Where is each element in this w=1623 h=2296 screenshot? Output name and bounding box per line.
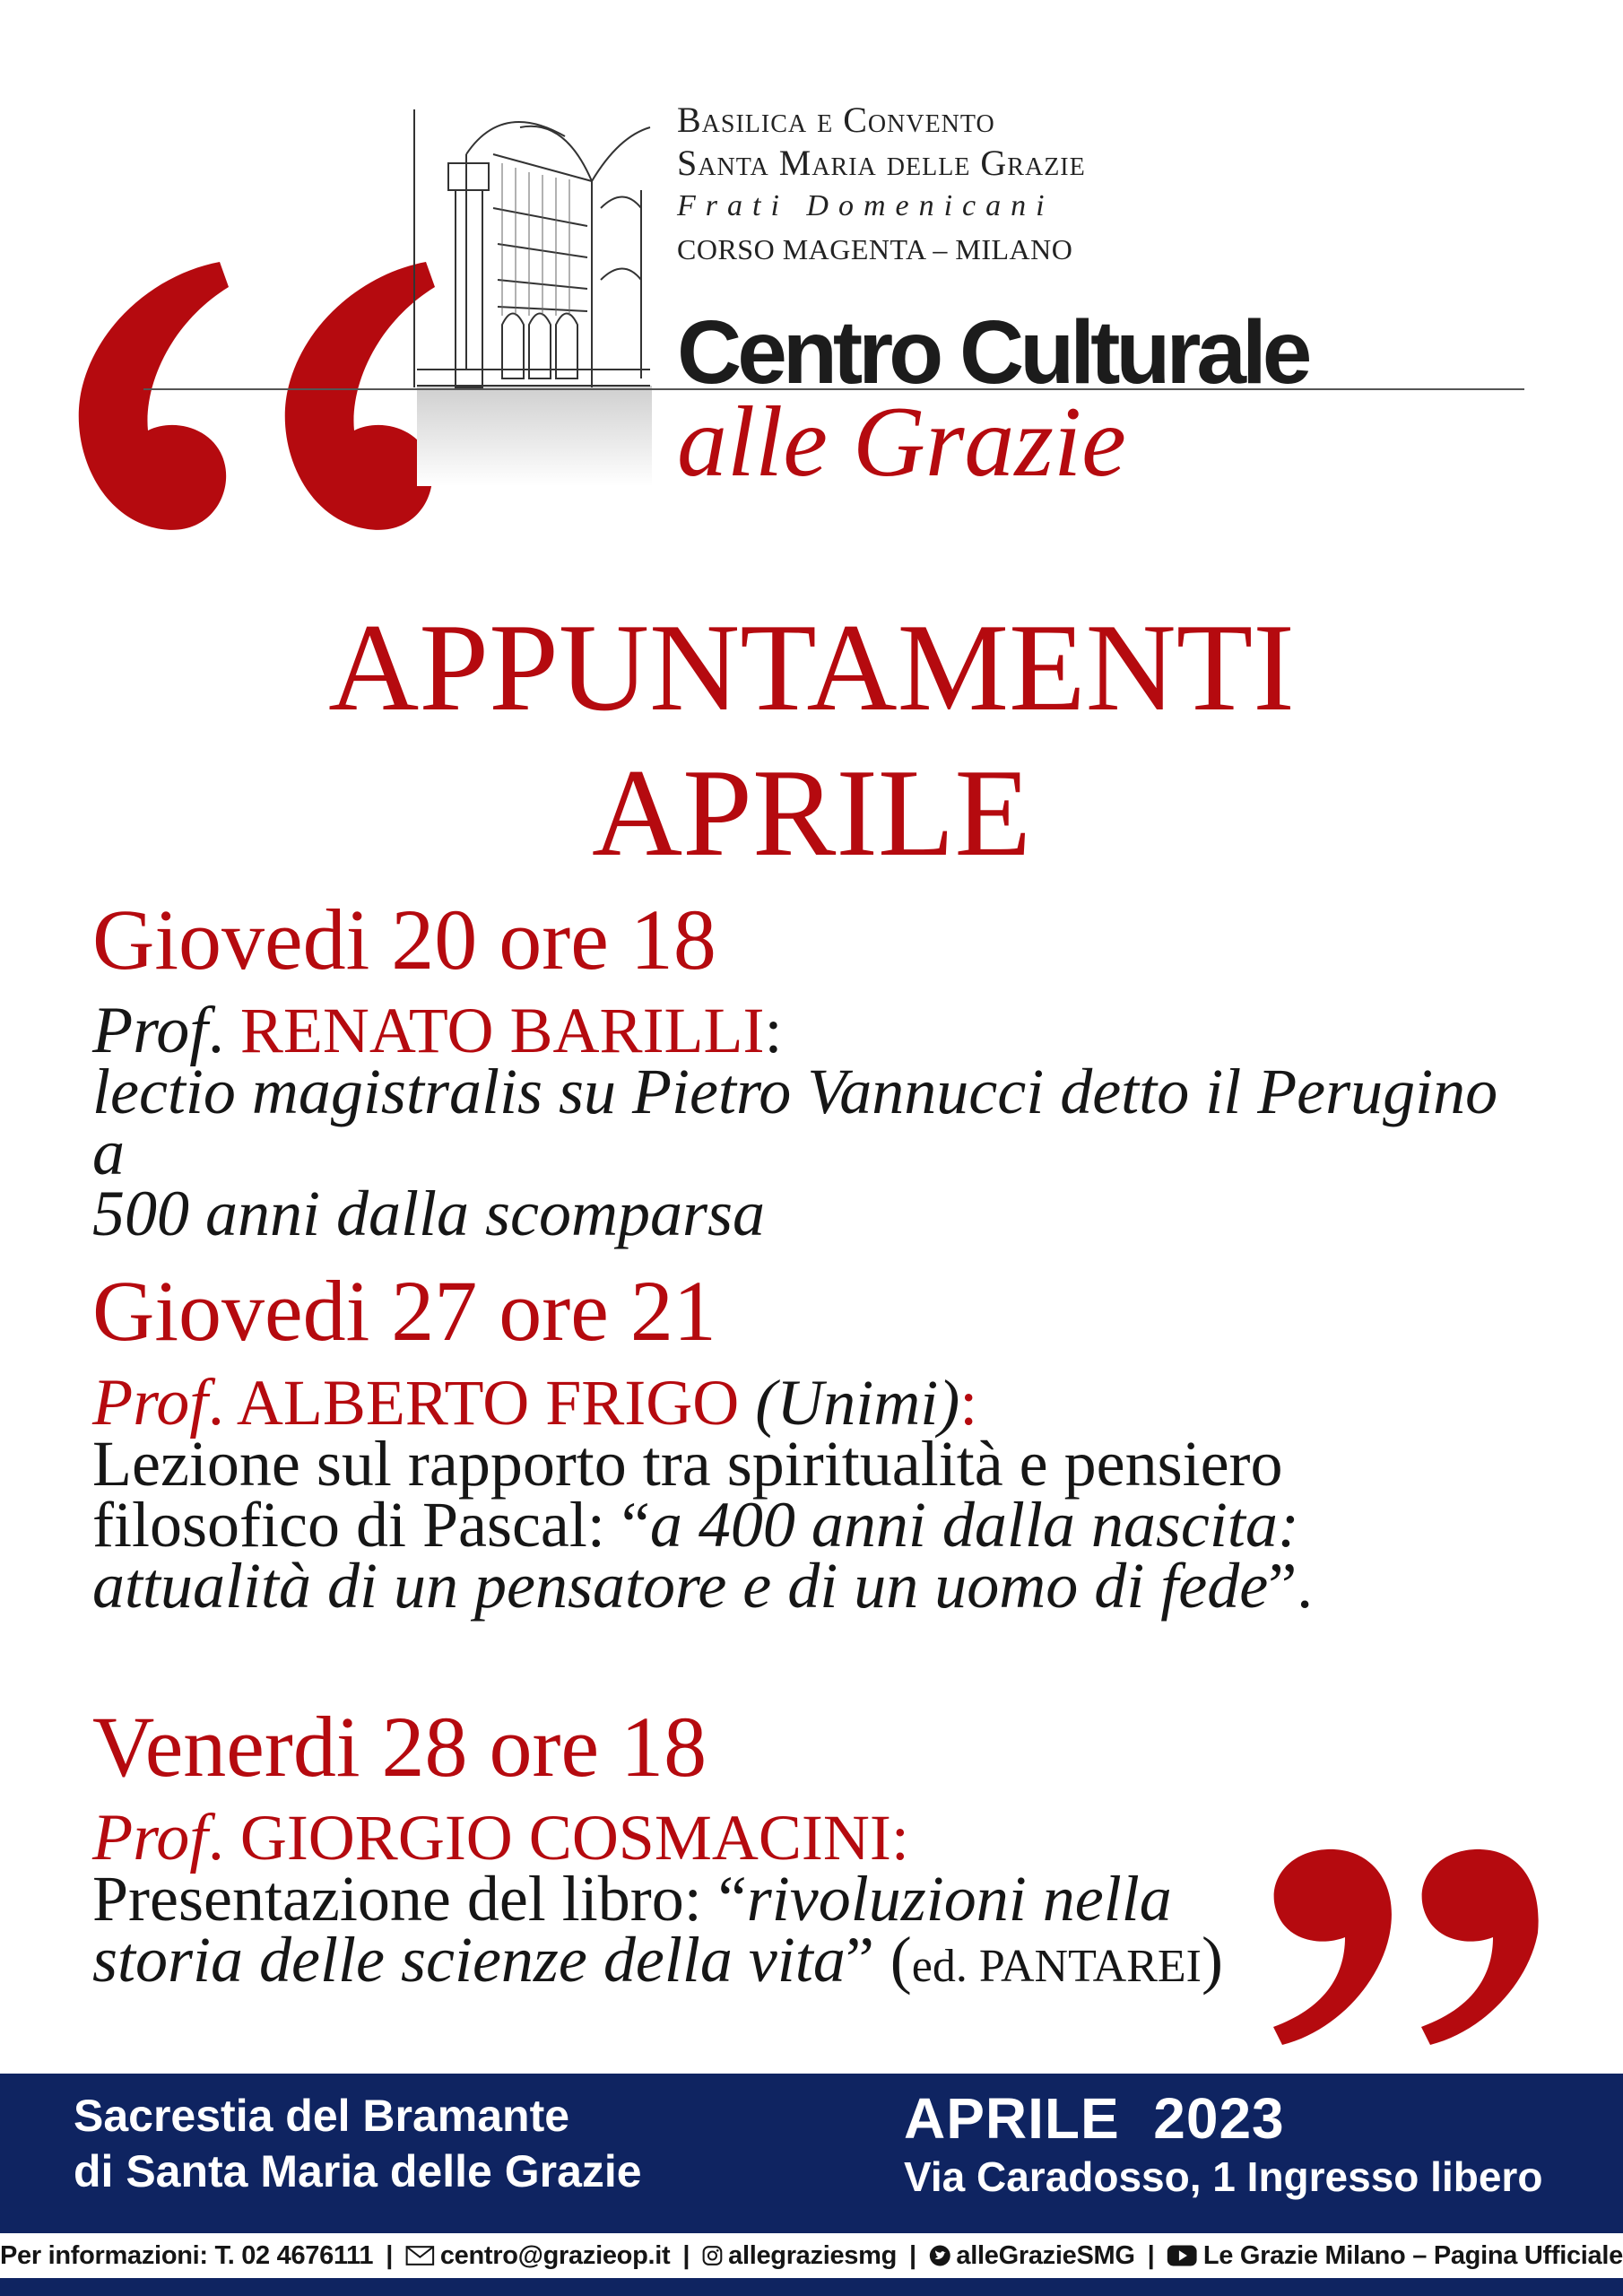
mail-icon xyxy=(405,2243,435,2268)
event-3-description-2 xyxy=(92,1924,1285,1997)
youtube-icon xyxy=(1167,2242,1197,2269)
event-1-body xyxy=(92,994,1545,1249)
twitter-link[interactable]: alleGrazieSMG xyxy=(956,2240,1135,2270)
instagram-link[interactable]: allegraziesmg xyxy=(728,2240,898,2270)
event-1-description-2: 500 anni dalla scomparsa xyxy=(92,1178,766,1249)
event-1-description-1: lectio magistralis su Pietro Vannucci detto il Perugino a xyxy=(92,1056,1498,1188)
event-3-desc-italic: rivoluzioni nella xyxy=(746,1863,1172,1935)
event-3-desc-suffix: ” ( xyxy=(845,1924,912,1996)
event-1-speaker-line: Prof. RENATO BARILLI: xyxy=(92,994,783,1067)
close-quote-mark xyxy=(1255,1848,1542,2054)
event-2-speaker: ALBERTO FRIGO xyxy=(236,1367,740,1439)
event-3-publisher: ed. PANTAREI xyxy=(911,1941,1202,1992)
event-3-desc-end: ) xyxy=(1202,1924,1223,1996)
basilica-line2: Santa Maria delle Grazie xyxy=(677,143,1086,183)
event-2-description-1: Lezione sul rapporto tra spiritualità e pensiero xyxy=(92,1428,1283,1500)
cloister-drawing xyxy=(412,100,655,486)
footer-month: APRILE 2023 xyxy=(904,2086,1285,2151)
event-3-description-1 xyxy=(92,1863,1285,1935)
event-2-body xyxy=(92,1366,1545,1622)
event-3-desc-italic-2: storia delle scienze della vita xyxy=(92,1924,846,1996)
prof-label: Prof xyxy=(92,1801,208,1874)
centro-culturale-title: Centro Culturale xyxy=(677,302,1308,403)
event-2-desc-italic-2: attualità di un pensatore e di un uomo di fede xyxy=(92,1550,1269,1622)
bottom-band xyxy=(0,2278,1623,2296)
event-3-desc-prefix: Presentazione del libro: “ xyxy=(92,1863,747,1935)
venue-line2: di Santa Maria delle Grazie xyxy=(74,2146,642,2196)
event-2-day: Giovedi 27 ore 21 xyxy=(92,1263,716,1359)
event-2-desc-italic: a 400 anni dalla nascita: xyxy=(649,1489,1299,1561)
footer-venue xyxy=(74,2088,642,2199)
event-3-body xyxy=(92,1801,1285,1997)
footer-date-address xyxy=(904,2086,1542,2203)
colon: : xyxy=(959,1367,978,1439)
event-3-speaker: GIORGIO COSMACINI: xyxy=(239,1802,909,1874)
basilica-line1: Basilica e Convento xyxy=(677,100,995,140)
event-2-affiliation: (Unimi) xyxy=(755,1367,960,1439)
info-bar: Per informazioni: T. 02 4676111 | centro@grazieop.it | allegraziesmg | alleGrazieSMG | Le Grazie Milano – Pagina Ufficiale xyxy=(0,2240,1623,2270)
instagram-icon xyxy=(702,2243,723,2268)
venue-line1: Sacrestia del Bramante xyxy=(74,2091,570,2141)
event-1-day: Giovedi 20 ore 18 xyxy=(92,891,716,987)
phone-info: Per informazioni: T. 02 4676111 xyxy=(0,2240,374,2270)
title-appuntamenti: APPUNTAMENTI xyxy=(328,598,1295,737)
event-2-desc-prefix: filosofico di Pascal: “ xyxy=(92,1489,650,1561)
event-2-speaker-line: Prof. ALBERTO FRIGO (Unimi): xyxy=(92,1366,978,1439)
basilica-header xyxy=(677,99,1086,271)
event-3-day: Venerdi 28 ore 18 xyxy=(92,1699,707,1795)
address-line: CORSO MAGENTA – MILANO xyxy=(677,233,1073,265)
title-aprile: APRILE xyxy=(592,744,1031,883)
email-link[interactable]: centro@grazieop.it xyxy=(439,2240,671,2270)
prof-label: Prof xyxy=(92,1366,208,1439)
event-2-description-2 xyxy=(92,1489,1545,1561)
event-2-description-3 xyxy=(92,1550,1545,1622)
footer-address: Via Caradosso, 1 Ingresso libero xyxy=(904,2153,1543,2200)
alle-grazie-subtitle: alle Grazie xyxy=(677,387,1126,498)
youtube-link[interactable]: Le Grazie Milano – Pagina Ufficiale xyxy=(1202,2240,1623,2270)
prof-label: Prof xyxy=(92,994,208,1067)
event-3-speaker-line: Prof. GIORGIO COSMACINI: xyxy=(92,1801,909,1874)
event-1-speaker: RENATO BARILLI xyxy=(239,995,765,1066)
event-2-desc-suffix: ”. xyxy=(1268,1550,1314,1622)
colon: : xyxy=(764,995,783,1066)
twitter-icon xyxy=(929,2242,951,2269)
open-quote-mark xyxy=(63,251,457,556)
frati-domenicani: Frati Domenicani xyxy=(677,189,1055,222)
